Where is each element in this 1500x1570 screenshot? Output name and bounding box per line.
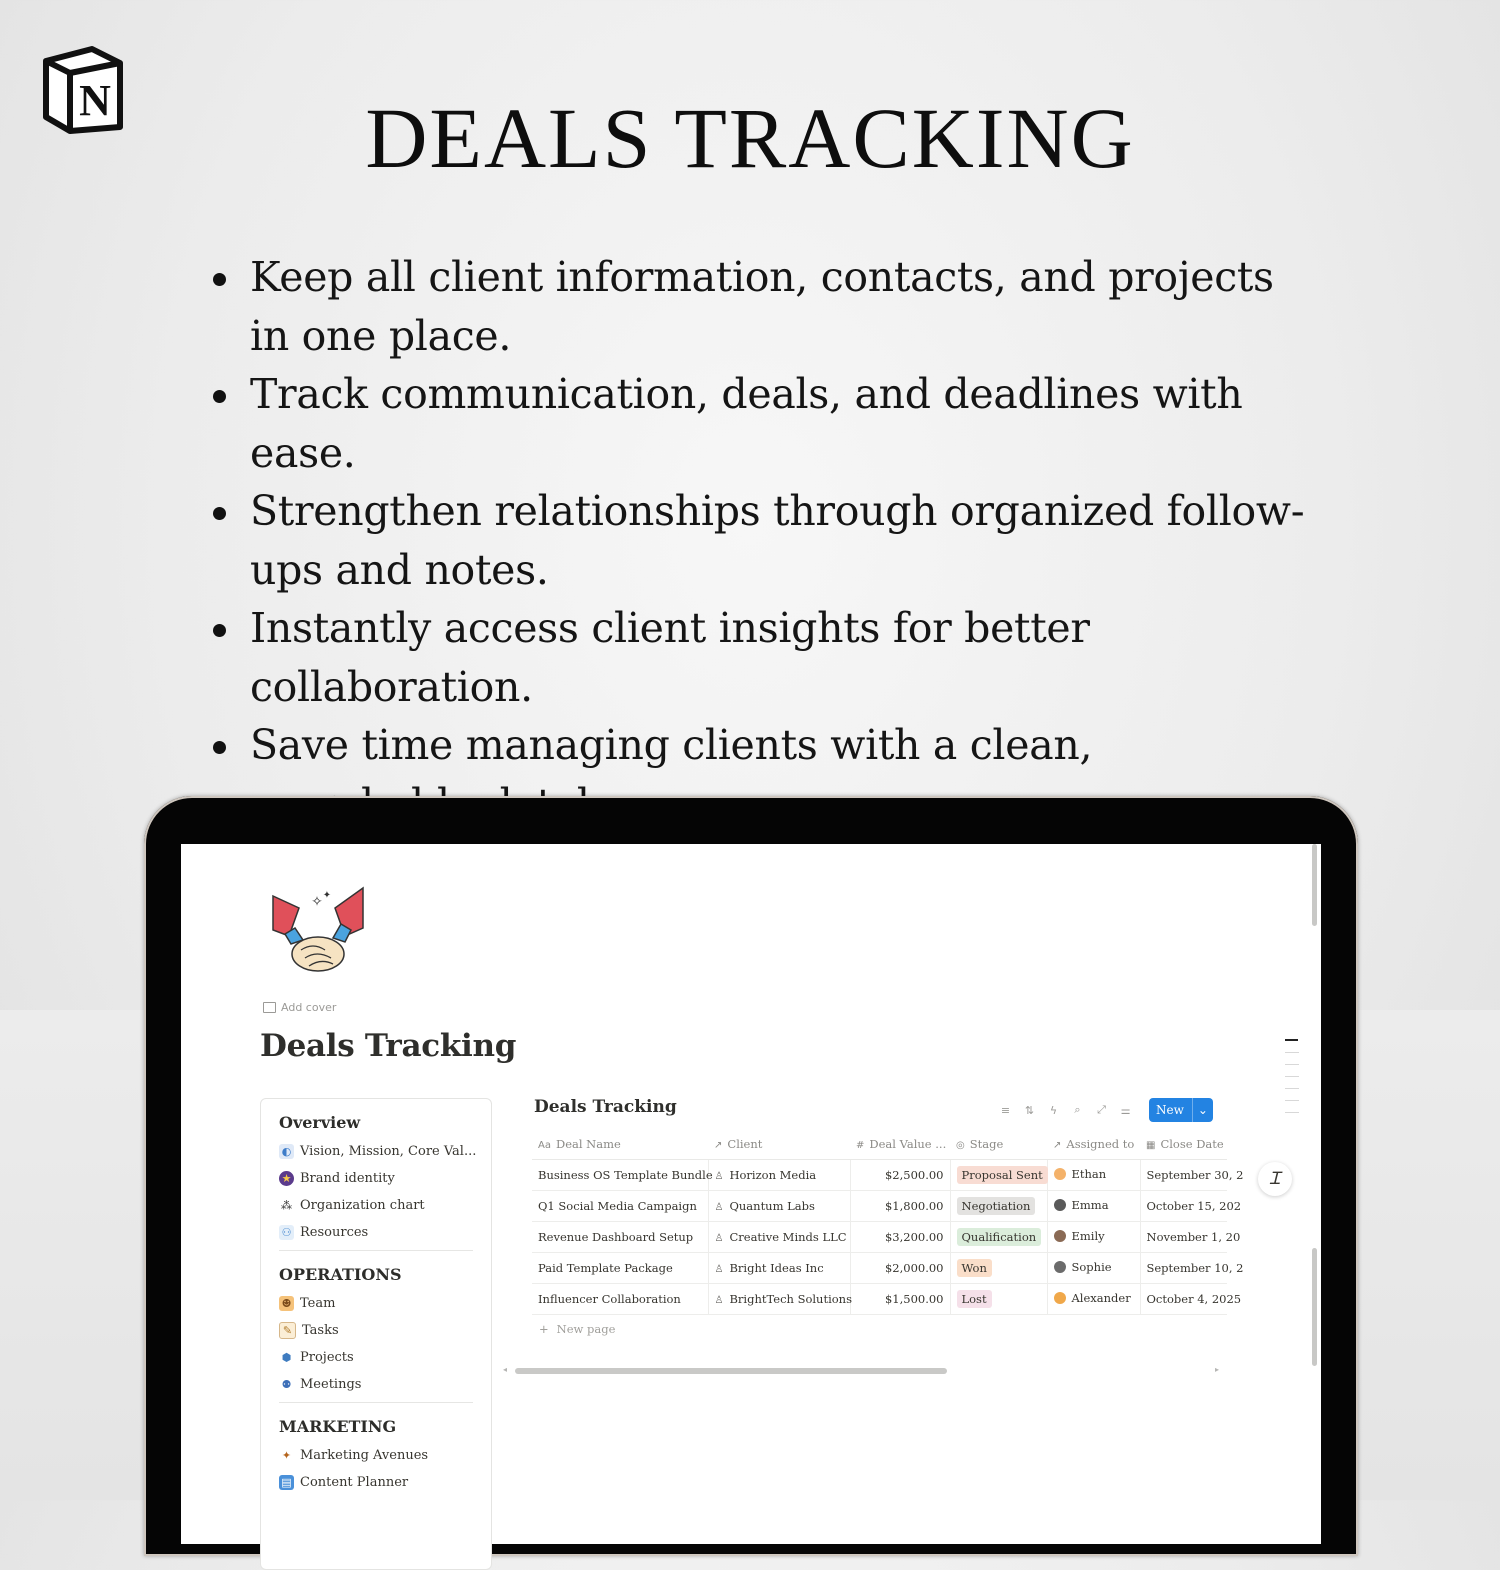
deal-value-cell[interactable]: $1,500.00 [850,1284,950,1315]
table-of-contents[interactable] [1285,1039,1299,1124]
client-icon: ♙ [714,1171,724,1182]
database-toolbar [999,1098,1213,1122]
hexagon-icon: ⬢ [281,1351,292,1364]
stage-cell[interactable] [950,1160,1047,1191]
deal-name-cell[interactable]: Influencer Collaboration [532,1284,708,1315]
horizontal-scrollbar[interactable] [515,1368,947,1374]
feature-item: Save time managing clients with a clean, [210,716,1320,833]
search-icon[interactable]: ⌕ [1074,1103,1081,1116]
deal-name-cell[interactable]: Revenue Dashboard Setup [532,1222,708,1253]
table-row[interactable] [532,1222,1227,1253]
close-date-cell[interactable]: October 4, 2025 [1140,1284,1227,1315]
logo-letter: N [79,76,111,125]
deal-value-cell[interactable]: $1,800.00 [850,1191,950,1222]
client-cell[interactable]: ♙ Creative Minds LLC [708,1222,850,1253]
feature-item: Keep all client information, contacts, and projects in one place. [210,248,1320,365]
close-date-cell[interactable]: September 30, 2 [1140,1160,1227,1191]
feature-item: Strengthen relationships through organized follow-ups and notes. [210,482,1320,599]
nav-item-tasks[interactable]: ✎ Tasks [279,1317,473,1344]
assigned-cell[interactable]: Ethan [1047,1160,1140,1191]
client-cell[interactable]: ♙ Quantum Labs [708,1191,850,1222]
image-icon [263,1002,276,1013]
deal-value-cell[interactable]: $3,200.00 [850,1222,950,1253]
column-header[interactable]: ▦ Close Date [1140,1129,1227,1160]
sort-icon[interactable]: ⇅ [1024,1103,1035,1117]
planet-icon: ◐ [279,1144,294,1159]
close-date-cell[interactable]: November 1, 20 [1140,1222,1227,1253]
vertical-scrollbar[interactable] [1312,844,1317,926]
notion-screen [181,844,1321,1544]
client-icon: ♙ [714,1264,724,1275]
avatar [1054,1292,1066,1304]
deals-table [532,1129,1244,1315]
feature-item: Track communication, deals, and deadlines with ease. [210,365,1320,482]
add-cover-button[interactable] [263,1001,336,1014]
scroll-left-icon[interactable]: ◂ [503,1365,508,1374]
navigation-panel [260,1098,492,1570]
nav-item-content-planner[interactable]: ▤ Content Planner [279,1469,473,1496]
scroll-right-icon[interactable]: ▸ [1215,1365,1220,1374]
filter-icon[interactable]: ≡ [1000,1103,1011,1117]
laptop-frame [144,796,1358,1556]
nav-item-meetings[interactable]: ⚉ Meetings [279,1371,473,1398]
database-title[interactable]: Deals Tracking [534,1097,677,1117]
client-cell[interactable]: ♙ BrightTech Solutions [708,1284,850,1315]
nav-item-team[interactable]: ☻ Team [279,1290,473,1317]
svg-text:✦: ✦ [322,890,332,901]
badge-icon: ★ [279,1171,294,1186]
nav-heading-operations: OPERATIONS [279,1265,402,1284]
new-page-button[interactable]: + New page [539,1322,616,1336]
avatar [1054,1230,1066,1242]
column-header[interactable]: ↗ Client [708,1129,850,1160]
nav-item-brand-identity[interactable]: ★ Brand identity [279,1165,473,1192]
stage-badge: Won [957,1259,992,1277]
column-header[interactable]: # Deal Value ... [850,1129,950,1160]
avatar [1054,1199,1066,1211]
assigned-cell[interactable]: Alexander [1047,1284,1140,1315]
stage-cell[interactable] [950,1191,1047,1222]
nav-item-marketing-avenues[interactable]: ✦ Marketing Avenues [279,1442,473,1469]
hero-title: DEALS TRACKING [365,90,1135,186]
assigned-cell[interactable]: Emma [1047,1191,1140,1222]
table-row[interactable] [532,1284,1227,1315]
deal-name-cell[interactable]: Paid Template Package [532,1253,708,1284]
hierarchy-icon: ⁂ [281,1199,292,1212]
nav-item-resources[interactable]: ⚇ Resources [279,1219,473,1246]
close-date-cell[interactable]: October 15, 202 [1140,1191,1227,1222]
deal-value-cell[interactable]: $2,000.00 [850,1253,950,1284]
avatar [1054,1261,1066,1273]
nav-item-vision[interactable]: ◐ Vision, Mission, Core Val... [279,1138,473,1165]
ai-assistant-button[interactable]: Ꮖ [1258,1162,1292,1196]
svg-text:✧: ✧ [311,894,323,910]
page-title[interactable]: Deals Tracking [260,1028,517,1064]
handshake-icon[interactable] [269,884,367,980]
stage-badge: Proposal Sent [957,1166,1048,1184]
nav-item-org-chart[interactable]: ⁂ Organization chart [281,1198,425,1213]
automation-icon[interactable]: ϟ [1049,1103,1058,1117]
table-row[interactable] [532,1191,1227,1222]
team-icon: ☻ [279,1296,294,1311]
nav-heading-marketing: MARKETING [279,1417,397,1436]
nav-item-projects[interactable]: ⬢ Projects [279,1344,473,1371]
stage-badge: Negotiation [957,1197,1036,1215]
client-cell[interactable]: ♙ Horizon Media [708,1160,850,1191]
client-icon: ♙ [714,1233,724,1244]
client-cell[interactable]: ♙ Bright Ideas Inc [708,1253,850,1284]
table-row[interactable] [532,1253,1227,1284]
feature-list [210,248,1320,833]
calendar-icon: ▤ [279,1475,294,1490]
checklist-icon: ✎ [279,1322,296,1339]
resources-icon: ⚇ [279,1225,294,1240]
deal-name-cell[interactable]: Business OS Template Bundle [532,1160,708,1191]
column-header[interactable]: Aa Deal Name [532,1129,708,1160]
stage-badge: Lost [957,1290,992,1308]
stage-cell[interactable] [950,1284,1047,1315]
assigned-cell[interactable]: Sophie [1047,1253,1140,1284]
settings-icon[interactable]: ⚌ [1120,1103,1131,1117]
stage-cell[interactable] [950,1253,1047,1284]
stage-badge: Qualification [957,1228,1042,1246]
table-header-row [532,1129,1227,1160]
meeting-icon: ⚉ [281,1378,292,1391]
column-header[interactable]: ◎ Stage [950,1129,1047,1160]
client-icon: ♙ [714,1202,724,1213]
add-cover-label: Add cover [281,1001,337,1014]
close-date-cell[interactable]: September 10, 2 [1140,1253,1227,1284]
deal-value-cell[interactable]: $2,500.00 [850,1160,950,1191]
table-row[interactable] [532,1160,1227,1191]
new-record-button[interactable]: New ⌄ [1149,1098,1213,1122]
nav-heading-overview: Overview [279,1113,361,1132]
vertical-scrollbar[interactable] [1312,1248,1317,1366]
expand-icon[interactable]: ⤢ [1097,1103,1106,1116]
client-icon: ♙ [714,1295,724,1306]
avatar [1054,1168,1066,1180]
megaphone-icon: ✦ [281,1449,292,1462]
feature-item: Instantly access client insights for better collaboration. [210,599,1320,716]
deal-name-cell[interactable]: Q1 Social Media Campaign [532,1191,708,1222]
chevron-down-icon[interactable]: ⌄ [1192,1098,1213,1122]
plus-icon: + [539,1322,549,1336]
assigned-cell[interactable]: Emily [1047,1222,1140,1253]
column-header[interactable]: ↗ Assigned to [1047,1129,1140,1160]
stage-cell[interactable] [950,1222,1047,1253]
